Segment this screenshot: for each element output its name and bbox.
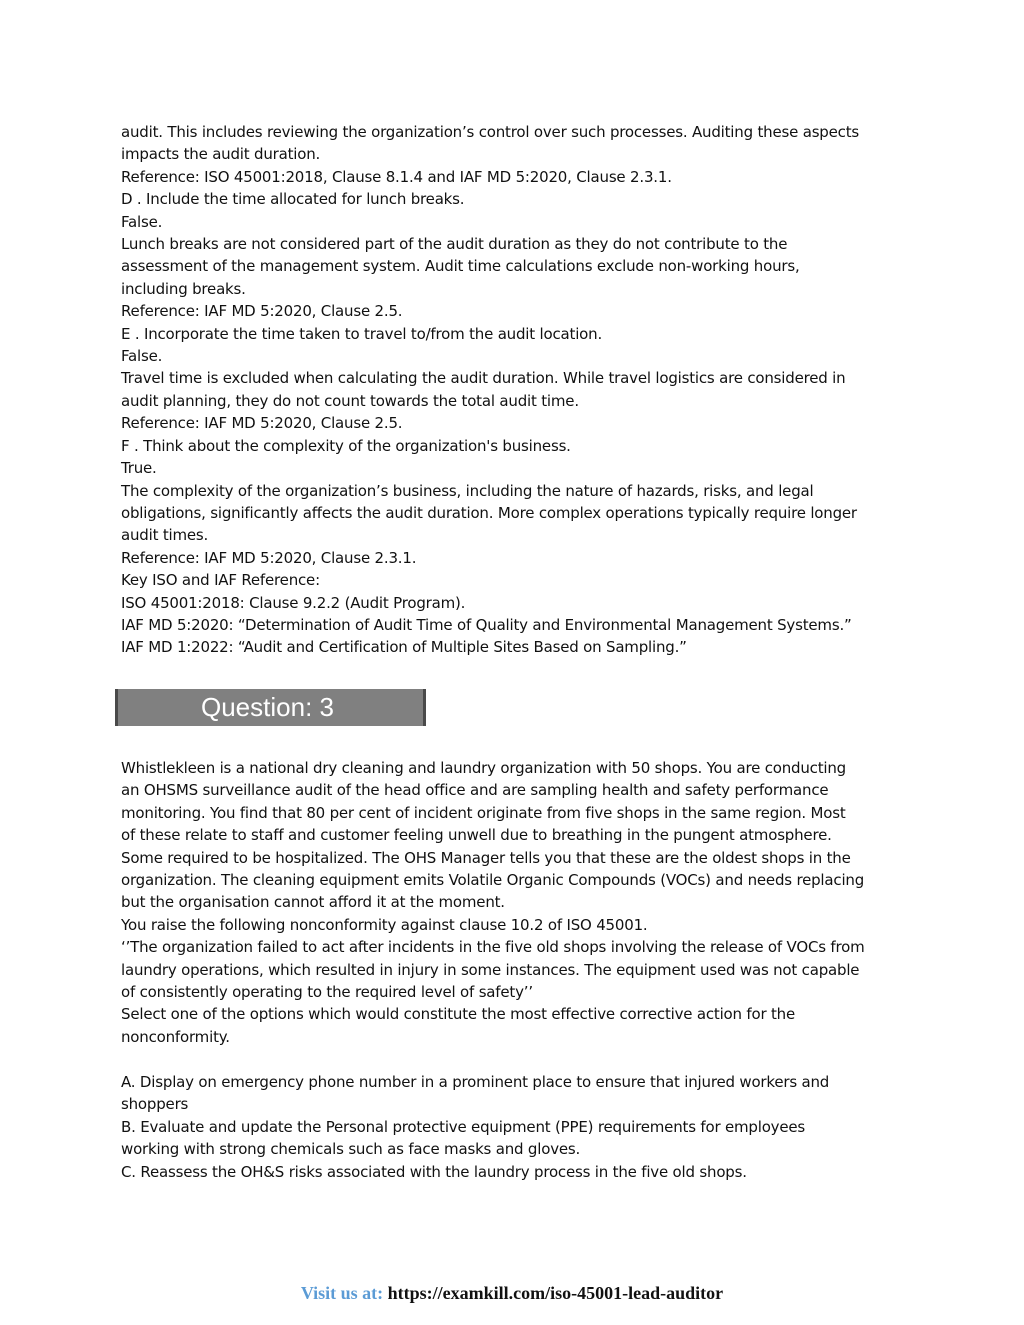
text-line: including breaks. xyxy=(121,279,246,298)
text-line: assessment of the management system. Audit time calculations exclude non-working hours, xyxy=(121,257,800,276)
question-text-line: Some required to be hospitalized. The OHS Manager tells you that these are the oldest shops in the xyxy=(121,848,851,867)
text-line: Lunch breaks are not considered part of the audit duration as they do not contribute to the xyxy=(121,235,788,254)
question-text-line: ‘’The organization failed to act after incidents in the five old shops involving the release of VOCs from xyxy=(121,938,865,957)
question-text-line: laundry operations, which resulted in injury in some instances. The equipment used was not capable xyxy=(121,960,860,979)
question-heading: Question: 3 xyxy=(201,692,334,722)
question-text-line: of these relate to staff and customer feeling unwell due to breathing in the pungent atmosphere. xyxy=(121,826,832,845)
key-reference-heading: Key ISO and IAF Reference: xyxy=(121,571,320,590)
page-footer xyxy=(0,1282,1024,1304)
text-line: obligations, significantly affects the audit duration. More complex operations typically require longer xyxy=(121,503,857,522)
question-text-line: but the organisation cannot afford it at the moment. xyxy=(121,893,505,912)
question-text-line: organization. The cleaning equipment emits Volatile Organic Compounds (VOCs) and needs replacing xyxy=(121,871,865,890)
reference-line: Reference: IAF MD 5:2020, Clause 2.5. xyxy=(121,414,403,433)
text-line: audit planning, they do not count towards the total audit time. xyxy=(121,391,579,410)
option-d-line: D . Include the time allocated for lunch breaks. xyxy=(121,190,465,209)
option-a-line: shoppers xyxy=(121,1095,189,1114)
footer-label: Visit us at: xyxy=(300,1283,384,1303)
text-line: Travel time is excluded when calculating the audit duration. While travel logistics are considered in xyxy=(121,369,846,388)
reference-line: Reference: ISO 45001:2018, Clause 8.1.4 and IAF MD 5:2020, Clause 2.3.1. xyxy=(121,167,672,186)
text-line: audit times. xyxy=(121,526,209,545)
option-f-line: F . Think about the complexity of the organization's business. xyxy=(121,436,571,455)
question-text-line: nonconformity. xyxy=(121,1027,230,1046)
key-reference-item: IAF MD 1:2022: “Audit and Certification of Multiple Sites Based on Sampling.” xyxy=(121,638,687,657)
question-text-line: Whistlekleen is a national dry cleaning and laundry organization with 50 shops. You are conducting xyxy=(121,759,846,777)
question-body xyxy=(121,757,891,1048)
text-line: impacts the audit duration. xyxy=(121,145,321,164)
option-b-line: working with strong chemicals such as face masks and gloves. xyxy=(121,1140,581,1159)
verdict-line: True. xyxy=(121,459,157,478)
key-reference-item: ISO 45001:2018: Clause 9.2.2 (Audit Program). xyxy=(121,593,466,612)
question-text-line: Select one of the options which would constitute the most effective corrective action for the xyxy=(121,1005,796,1024)
question-text-line: monitoring. You find that 80 per cent of incident originate from five shops in the same region. Most xyxy=(121,803,846,822)
answer-options xyxy=(121,1071,891,1183)
question-banner xyxy=(115,689,426,726)
option-b-line: B. Evaluate and update the Personal protective equipment (PPE) requirements for employees xyxy=(121,1117,806,1136)
verdict-line: False. xyxy=(121,347,163,366)
option-e-line: E . Incorporate the time taken to travel to/from the audit location. xyxy=(121,324,603,343)
option-a-line: A. Display on emergency phone number in a prominent place to ensure that injured workers and xyxy=(121,1073,830,1091)
key-reference-item: IAF MD 5:2020: “Determination of Audit Time of Quality and Environmental Management Systems.” xyxy=(121,615,852,634)
text-line: The complexity of the organization’s business, including the nature of hazards, risks, and legal xyxy=(121,481,814,500)
question-text-line: You raise the following nonconformity against clause 10.2 of ISO 45001. xyxy=(121,915,648,934)
footer-url-link[interactable]: https://examkill.com/iso-45001-lead-auditor xyxy=(387,1283,724,1303)
reference-line: Reference: IAF MD 5:2020, Clause 2.3.1. xyxy=(121,548,417,567)
answer-explanation xyxy=(121,121,891,659)
verdict-line: False. xyxy=(121,212,163,231)
question-text-line: of consistently operating to the required level of safety’’ xyxy=(121,983,533,1002)
option-c-line: C. Reassess the OH&S risks associated with the laundry process in the five old shops. xyxy=(121,1162,747,1181)
reference-line: Reference: IAF MD 5:2020, Clause 2.5. xyxy=(121,302,403,321)
text-line: audit. This includes reviewing the organization’s control over such processes. Auditing these aspects xyxy=(121,123,860,141)
question-text-line: an OHSMS surveillance audit of the head office and are sampling health and safety performance xyxy=(121,781,829,800)
